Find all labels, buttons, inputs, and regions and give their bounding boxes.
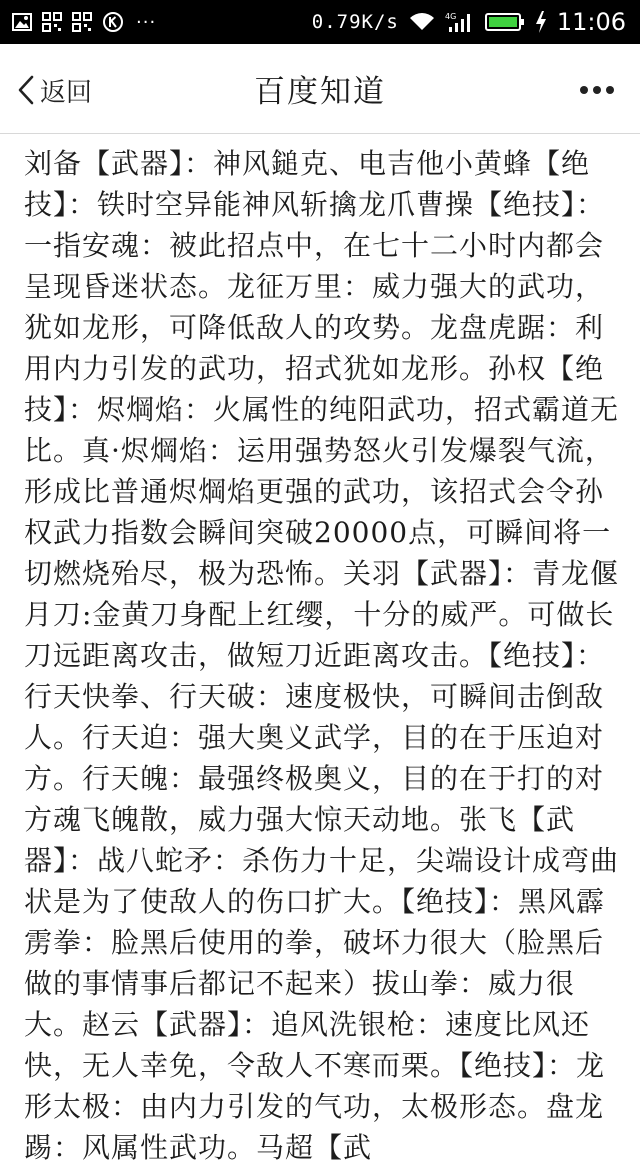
more-horizontal-icon [579, 80, 615, 99]
chevron-left-icon [18, 79, 34, 101]
qr-grid-icon-2 [72, 11, 92, 33]
page-title: 百度知道 [254, 74, 386, 110]
image-icon [12, 11, 32, 33]
status-left-icons [12, 11, 156, 33]
qr-grid-icon [42, 11, 62, 33]
battery-icon [485, 11, 525, 33]
status-bar [0, 0, 640, 44]
answer-content: 刘备【武器】：神风鎚克、电吉他小黄蜂【绝技】：铁时空异能神风斩擒龙爪曹操【绝技】：一指安魂：被此招点中，在七十二小时内都会呈现昏迷状态。龙征万里：威力强大的武功，犹如龙形，可降低敌人的攻势。龙盘虎踞：利用内力引发的武功，招式犹如龙形。孙权【绝技】：烬焵焰：火属性的纯阳武功，招式霸道无比。真·烬焵焰：运用强势怒火引发爆裂气流，形成比普通烬焵焰更强的武功，该招式会令孙权武力指数会瞬间突破20000点，可瞬间将一切燃烧殆尽，极为恐怖。关羽【武器】：青龙偃月刀:金黄刀身配上红缨，十分的威严。可做长刀远距离攻击，做短刀近距离攻击。【绝技】：行天快拳、行天破：速度极快，可瞬间击倒敌人。行天迫：强大奥义武学，目的在于压迫对方。行天魄：最强终极奥义，目的在于打的对方魂飞魄散，威力强大惊天动地。张飞【武器】：战八蛇矛：杀伤力十足，尖端设计成弯曲状是为了使敌人的伤口扩大。【绝技】：黑风霹雳拳：脸黑后使用的拳，破坏力很大（脸黑后做的事情事后都记不起来）拔山拳：威力很大。赵云【武器】：追风洗银枪：速度比风还快，无人幸免，令敌人不寒而栗。【绝技】：龙形太极：由内力引发的气功，太极形态。盘龙踢：风属性武功。马超【武 [24, 147, 620, 1164]
charging-bolt-icon [535, 11, 547, 33]
network-speed: 0.79K/s [311, 11, 399, 33]
clock: 11:06 [556, 8, 626, 36]
signal-icon [445, 11, 475, 33]
wifi-icon [409, 11, 435, 33]
k-circle-icon [102, 11, 124, 33]
nav-bar [0, 44, 640, 134]
signal-label: 4G [444, 12, 457, 21]
more-options-button[interactable] [576, 74, 618, 104]
back-button[interactable] [18, 70, 92, 110]
status-right-icons [312, 8, 626, 36]
back-label: 返回 [40, 77, 93, 108]
more-notifications-indicator: ··· [136, 11, 157, 33]
